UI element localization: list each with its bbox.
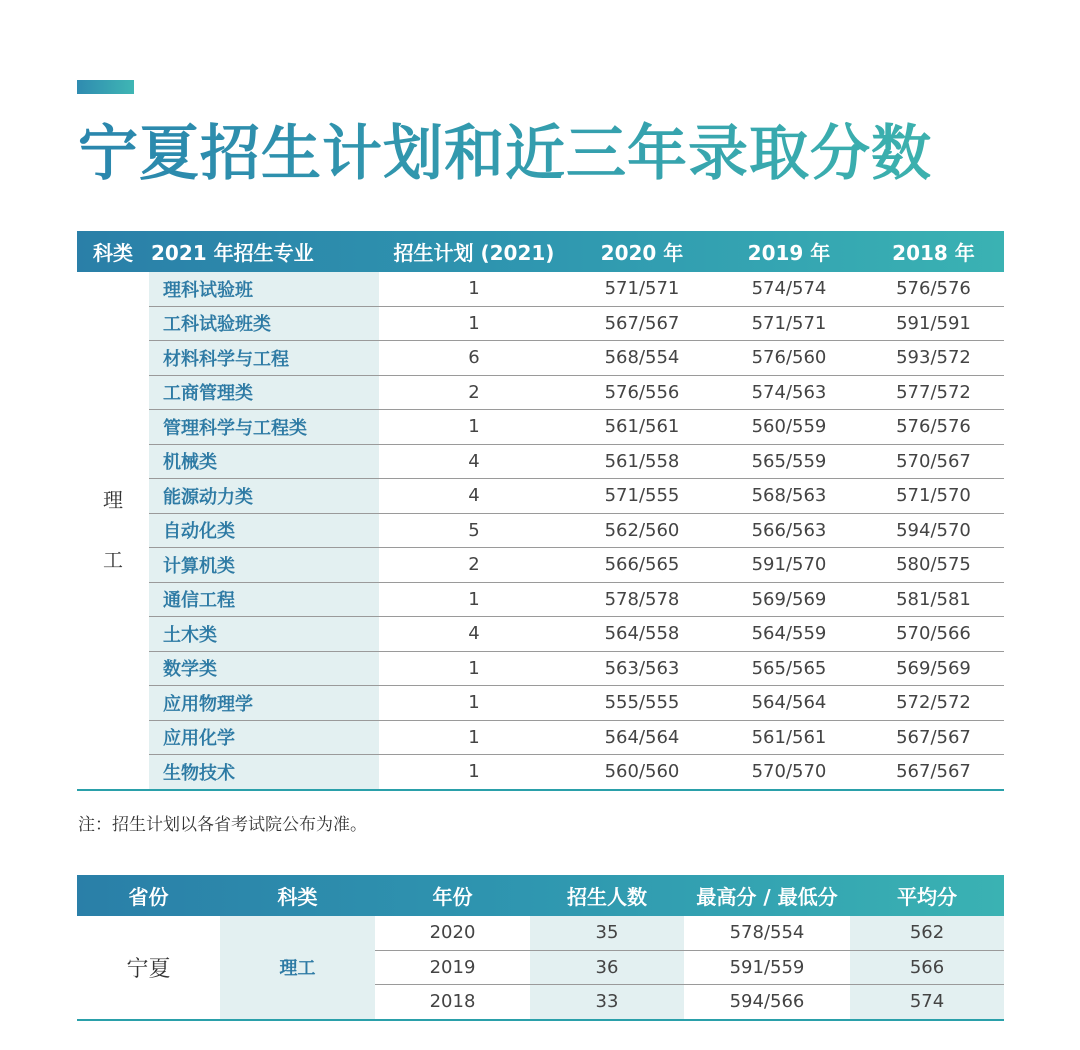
table-row — [77, 375, 1004, 410]
score-2020: 560/560 — [569, 755, 715, 790]
major-name: 生物技术 — [149, 755, 379, 790]
major-name: 工科试验班类 — [149, 306, 379, 341]
province-cell: 宁夏 — [77, 916, 220, 1020]
major-name: 土木类 — [149, 617, 379, 652]
header-2019: 2019 年 — [747, 241, 831, 265]
major-name: 自动化类 — [149, 513, 379, 548]
score-2018: 581/581 — [863, 582, 1004, 617]
header-max-min: 最高分 / 最低分 — [696, 885, 838, 909]
plan-count: 1 — [379, 582, 569, 617]
score-2020: 568/554 — [569, 341, 715, 376]
count-cell: 36 — [530, 950, 684, 985]
plan-count: 4 — [379, 479, 569, 514]
header-2018: 2018 年 — [892, 241, 975, 265]
score-2020: 578/578 — [569, 582, 715, 617]
table-header-row — [77, 231, 1004, 272]
score-2020: 571/571 — [569, 272, 715, 306]
score-2019: 566/563 — [715, 513, 863, 548]
average-cell: 562 — [850, 916, 1004, 950]
score-2018: 576/576 — [863, 272, 1004, 306]
major-name: 应用物理学 — [149, 686, 379, 721]
major-name: 材料科学与工程 — [149, 341, 379, 376]
header-category: 科类 — [277, 885, 318, 909]
count-cell: 35 — [530, 916, 684, 950]
major-name: 机械类 — [149, 444, 379, 479]
score-2020: 564/558 — [569, 617, 715, 652]
plan-count: 1 — [379, 410, 569, 445]
score-2018: 577/572 — [863, 375, 1004, 410]
summary-header-row — [77, 875, 1004, 916]
title-accent-bar — [77, 80, 134, 94]
plan-count: 5 — [379, 513, 569, 548]
score-2019: 564/559 — [715, 617, 863, 652]
category-char: 理 — [103, 488, 123, 513]
plan-count: 1 — [379, 686, 569, 721]
table-row — [77, 341, 1004, 376]
score-2018: 594/570 — [863, 513, 1004, 548]
major-name: 数学类 — [149, 651, 379, 686]
table-row — [77, 444, 1004, 479]
major-name: 理科试验班 — [149, 272, 379, 306]
year-cell: 2020 — [375, 916, 530, 950]
plan-count: 1 — [379, 651, 569, 686]
score-2020: 561/561 — [569, 410, 715, 445]
score-2020: 563/563 — [569, 651, 715, 686]
plan-count: 1 — [379, 720, 569, 755]
score-2018: 580/575 — [863, 548, 1004, 583]
average-cell: 574 — [850, 985, 1004, 1020]
score-2019: 569/569 — [715, 582, 863, 617]
score-2019: 565/559 — [715, 444, 863, 479]
admission-plan-table — [77, 231, 1004, 791]
major-name: 应用化学 — [149, 720, 379, 755]
max-min-cell: 578/554 — [684, 916, 850, 950]
score-2019: 574/574 — [715, 272, 863, 306]
major-name: 能源动力类 — [149, 479, 379, 514]
score-2018: 569/569 — [863, 651, 1004, 686]
major-name: 工商管理类 — [149, 375, 379, 410]
plan-count: 1 — [379, 272, 569, 306]
header-2020: 2020 年 — [600, 241, 684, 265]
score-2019: 560/559 — [715, 410, 863, 445]
header-count: 招生人数 — [567, 885, 647, 909]
table-row — [77, 755, 1004, 790]
score-2020: 566/565 — [569, 548, 715, 583]
header-average: 平均分 — [897, 885, 957, 909]
major-name: 管理科学与工程类 — [149, 410, 379, 445]
score-2019: 570/570 — [715, 755, 863, 790]
plan-count: 2 — [379, 548, 569, 583]
category-cell: 理工 — [220, 916, 375, 1020]
score-2020: 555/555 — [569, 686, 715, 721]
score-2020: 561/558 — [569, 444, 715, 479]
score-2020: 576/556 — [569, 375, 715, 410]
score-2019: 591/570 — [715, 548, 863, 583]
score-2018: 572/572 — [863, 686, 1004, 721]
score-2018: 576/576 — [863, 410, 1004, 445]
score-2019: 571/571 — [715, 306, 863, 341]
max-min-cell: 591/559 — [684, 950, 850, 985]
score-2020: 567/567 — [569, 306, 715, 341]
score-2019: 561/561 — [715, 720, 863, 755]
score-2018: 570/567 — [863, 444, 1004, 479]
table-row — [77, 479, 1004, 514]
table-row — [77, 306, 1004, 341]
category-cell — [77, 272, 149, 790]
year-cell: 2019 — [375, 950, 530, 985]
score-2018: 570/566 — [863, 617, 1004, 652]
plan-count: 2 — [379, 375, 569, 410]
header-plan: 招生计划 (2021) — [393, 241, 555, 265]
table-row — [77, 720, 1004, 755]
table-row — [77, 916, 1004, 950]
major-name: 通信工程 — [149, 582, 379, 617]
score-summary-table — [77, 875, 1004, 1021]
table-row — [77, 582, 1004, 617]
score-2018: 593/572 — [863, 341, 1004, 376]
score-2019: 568/563 — [715, 479, 863, 514]
plan-count: 4 — [379, 444, 569, 479]
header-year: 年份 — [432, 885, 473, 909]
table-row — [77, 651, 1004, 686]
header-province: 省份 — [128, 885, 169, 909]
table-row — [77, 686, 1004, 721]
average-cell: 566 — [850, 950, 1004, 985]
score-2020: 571/555 — [569, 479, 715, 514]
table-row — [77, 617, 1004, 652]
score-2019: 576/560 — [715, 341, 863, 376]
score-2019: 564/564 — [715, 686, 863, 721]
max-min-cell: 594/566 — [684, 985, 850, 1020]
table-row — [77, 272, 1004, 306]
category-char: 工 — [103, 548, 123, 573]
score-2018: 567/567 — [863, 720, 1004, 755]
count-cell: 33 — [530, 985, 684, 1020]
plan-count: 4 — [379, 617, 569, 652]
score-2019: 574/563 — [715, 375, 863, 410]
major-name: 计算机类 — [149, 548, 379, 583]
score-2020: 564/564 — [569, 720, 715, 755]
score-2018: 571/570 — [863, 479, 1004, 514]
score-2018: 567/567 — [863, 755, 1004, 790]
plan-count: 6 — [379, 341, 569, 376]
year-cell: 2018 — [375, 985, 530, 1020]
table-row — [77, 410, 1004, 445]
footnote: 注：招生计划以各省考试院公布为准。 — [78, 815, 367, 835]
plan-count: 1 — [379, 306, 569, 341]
score-2020: 562/560 — [569, 513, 715, 548]
score-2018: 591/591 — [863, 306, 1004, 341]
header-category: 科类 — [93, 241, 133, 265]
table-row — [77, 513, 1004, 548]
table-row — [77, 548, 1004, 583]
plan-count: 1 — [379, 755, 569, 790]
score-2019: 565/565 — [715, 651, 863, 686]
page-title: 宁夏招生计划和近三年录取分数 — [78, 119, 932, 189]
header-major: 2021 年招生专业 — [151, 241, 314, 265]
